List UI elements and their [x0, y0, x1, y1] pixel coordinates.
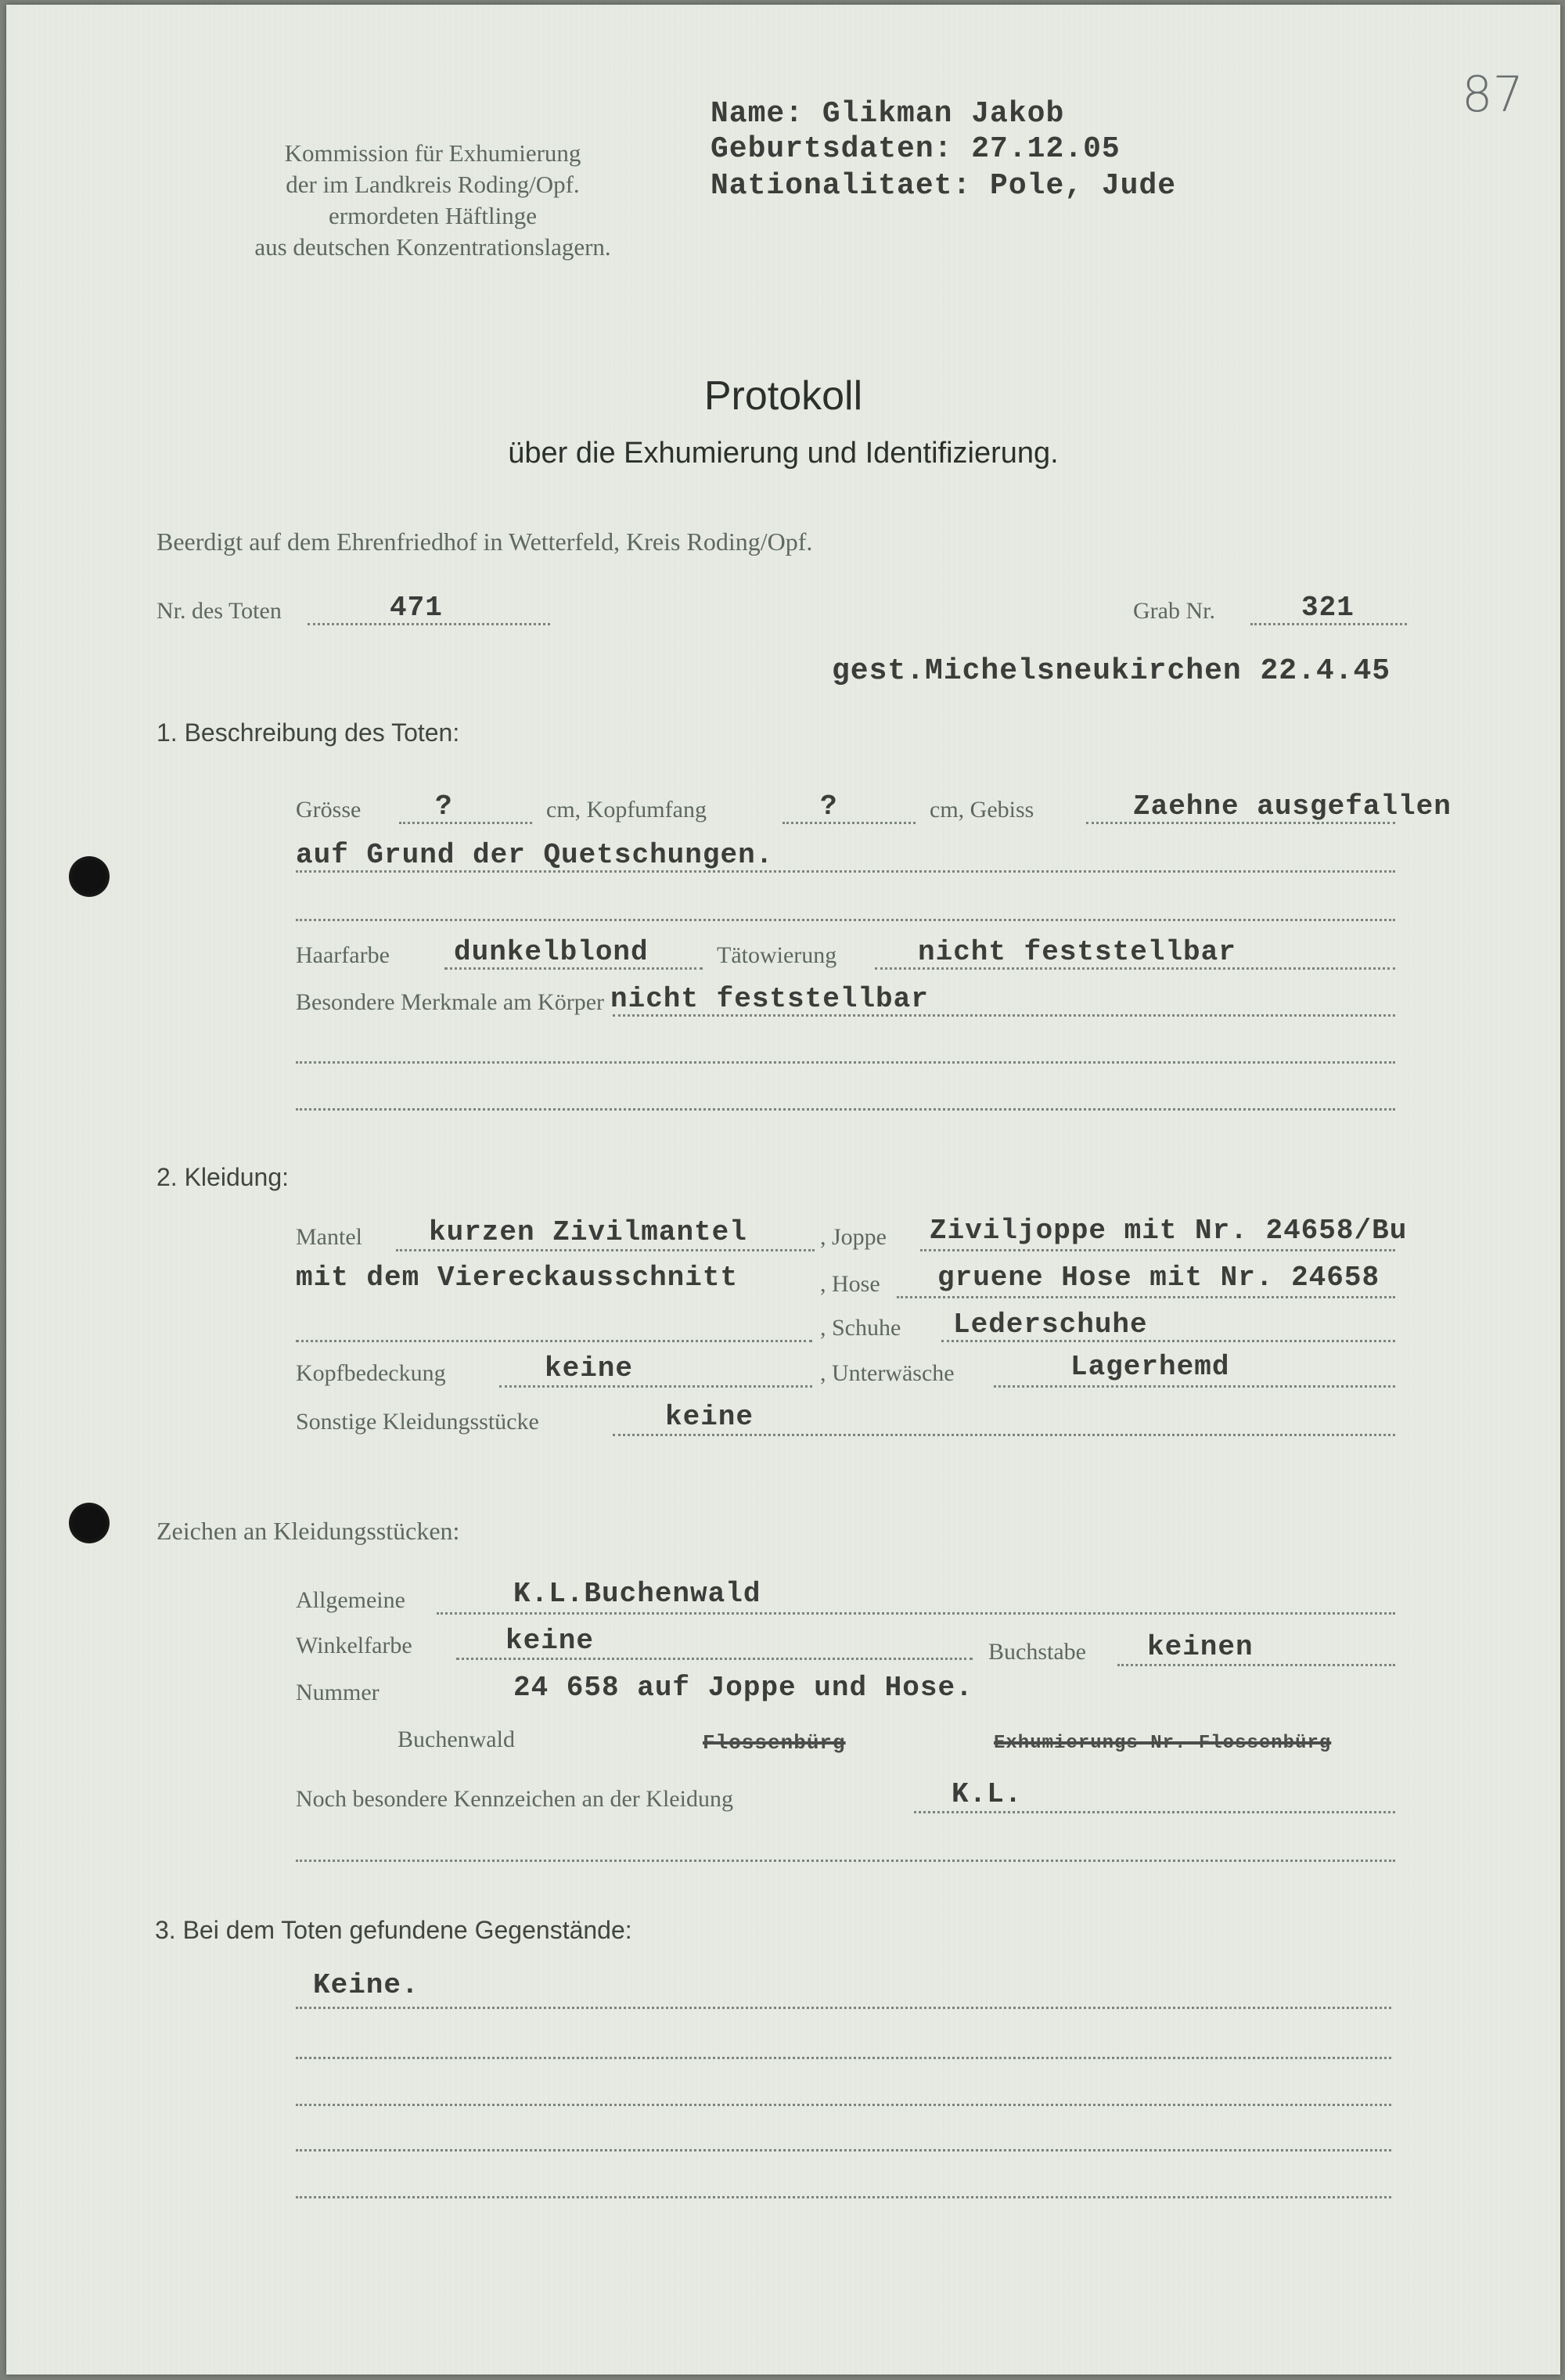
allgemeine-value: K.L.Buchenwald: [513, 1578, 761, 1610]
noch-label: Noch besondere Kennzeichen an der Kleidung: [296, 1786, 733, 1812]
buchstabe-value: keinen: [1147, 1631, 1254, 1663]
unterwaesche-label: , Unterwäsche: [820, 1360, 955, 1386]
mantel-continuation: mit dem Viereckausschnitt: [296, 1262, 739, 1294]
camp-flossenbuerg-struck: Flossenbürg: [703, 1731, 846, 1755]
taetowierung-label: Tätowierung: [717, 942, 837, 968]
gebiss-value: Zaehne ausgefallen: [1133, 790, 1452, 823]
death-note: gest.Michelsneukirchen 22.4.45: [832, 654, 1391, 688]
section-3-heading: 3. Bei dem Toten gefundene Gegenstände:: [155, 1916, 632, 1944]
merkmale-label: Besondere Merkmale am Körper: [296, 989, 605, 1015]
grab-label: Grab Nr.: [1133, 598, 1215, 624]
commission-header: [186, 138, 679, 263]
grab-number: 321: [1301, 592, 1355, 624]
kopfumfang-label: cm, Kopfumfang: [546, 797, 707, 823]
kopfbedeckung-value: keine: [545, 1352, 634, 1384]
commission-line: Kommission für Exhumierung: [284, 139, 581, 167]
page-number: 87: [1462, 66, 1524, 123]
haarfarbe-label: Haarfarbe: [296, 942, 390, 968]
exhumierungs-nr-struck: Exhumierungs-Nr. Flossenbürg: [994, 1733, 1332, 1754]
commission-line: ermordeten Häftlinge: [329, 202, 537, 229]
page-title: Protokoll: [703, 373, 863, 419]
unterwaesche-value: Lagerhemd: [1070, 1351, 1230, 1383]
mantel-label: Mantel: [296, 1224, 362, 1250]
mantel-value: kurzen Zivilmantel: [429, 1216, 747, 1248]
sonstige-label: Sonstige Kleidungsstücke: [296, 1409, 539, 1435]
gebiss-label: cm, Gebiss: [930, 797, 1034, 823]
winkelfarbe-value: keine: [505, 1625, 595, 1657]
joppe-value: Ziviljoppe mit Nr. 24658/Bu: [930, 1215, 1408, 1247]
commission-line: der im Landkreis Roding/Opf.: [286, 171, 580, 198]
hose-value: gruene Hose mit Nr. 24658: [937, 1262, 1380, 1294]
taetowierung-value: nicht feststellbar: [918, 936, 1236, 968]
haarfarbe-value: dunkelblond: [454, 936, 649, 968]
groesse-label: Grösse: [296, 797, 362, 823]
toten-number: 471: [390, 592, 443, 624]
punch-hole: [69, 1503, 110, 1543]
allgemeine-label: Allgemeine: [296, 1587, 405, 1613]
groesse-value: ?: [435, 790, 453, 823]
section-1-heading: 1. Beschreibung des Toten:: [156, 718, 460, 747]
joppe-label: , Joppe: [820, 1224, 887, 1250]
kopfumfang-value: ?: [820, 790, 838, 823]
merkmale-value: nicht feststellbar: [610, 983, 929, 1015]
sonstige-value: keine: [665, 1401, 754, 1433]
burial-line: Beerdigt auf dem Ehrenfriedhof in Wetterfeld, Kreis Roding/Opf.: [156, 527, 813, 556]
noch-value: K.L.: [952, 1778, 1023, 1810]
toten-label: Nr. des Toten: [156, 598, 282, 624]
nummer-value: 24 658 auf Joppe und Hose.: [513, 1672, 973, 1704]
kopfbedeckung-label: Kopfbedeckung: [296, 1360, 446, 1386]
winkelfarbe-label: Winkelfarbe: [296, 1633, 412, 1658]
document-page: [6, 5, 1560, 2375]
schuhe-label: , Schuhe: [820, 1315, 901, 1341]
gegenstaende-value: Keine.: [313, 1969, 419, 2001]
section-2-heading: 2. Kleidung:: [156, 1163, 290, 1191]
commission-line: aus deutschen Konzentrationslagern.: [254, 233, 611, 261]
camp-buchenwald: Buchenwald: [398, 1726, 515, 1752]
page-subtitle: über die Exhumierung und Identifizierung.: [508, 437, 1059, 470]
person-name: Name: Glikman Jakob: [711, 97, 1065, 131]
hose-label: , Hose: [820, 1271, 880, 1297]
zeichen-heading: Zeichen an Kleidungsstücken:: [156, 1517, 460, 1545]
schuhe-value: Lederschuhe: [953, 1309, 1148, 1341]
person-nationality: Nationalitaet: Pole, Jude: [711, 169, 1177, 203]
gebiss-continuation: auf Grund der Quetschungen.: [296, 839, 774, 871]
punch-hole: [69, 856, 110, 897]
nummer-label: Nummer: [296, 1680, 380, 1705]
buchstabe-label: Buchstabe: [988, 1639, 1086, 1665]
person-birth: Geburtsdaten: 27.12.05: [711, 132, 1121, 166]
